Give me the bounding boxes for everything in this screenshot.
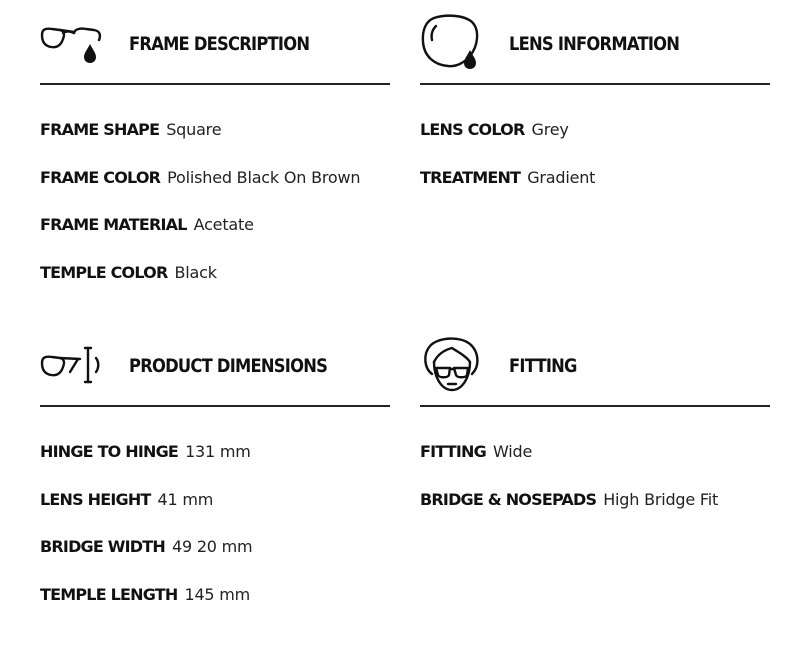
spec-row: [40, 432, 390, 480]
spec-row: [40, 253, 390, 301]
section-title: FITTING: [509, 355, 577, 377]
spec-row: [420, 110, 770, 158]
spec-value: Square: [166, 120, 222, 139]
spec-value: 41 mm: [157, 489, 214, 509]
spec-label: TREATMENT: [420, 167, 521, 187]
spec-row: [40, 205, 390, 253]
lens-information-header: [420, 0, 770, 85]
fitting-list: [420, 407, 770, 527]
spec-row: [420, 480, 770, 528]
spec-row: [420, 158, 770, 206]
spec-value: Black: [174, 262, 217, 282]
fitting-header: [420, 322, 770, 407]
face-glasses-icon: [420, 334, 484, 398]
spec-row: [40, 527, 390, 575]
spec-row: [40, 575, 390, 623]
sunglasses-drop-icon: [40, 12, 104, 76]
spec-value: Polished Black On Brown: [167, 167, 361, 187]
spec-label: FRAME COLOR: [40, 167, 161, 187]
spec-label: LENS COLOR: [420, 120, 525, 139]
spec-label: FRAME MATERIAL: [40, 215, 187, 234]
lens-information-list: [420, 85, 770, 205]
spec-value: Acetate: [193, 215, 254, 234]
spec-row: [420, 432, 770, 480]
spec-label: FITTING: [420, 442, 486, 461]
spec-value: 131 mm: [185, 442, 251, 461]
spec-value: Gradient: [527, 167, 596, 187]
spec-value: High Bridge Fit: [603, 489, 719, 509]
spec-label: BRIDGE WIDTH: [40, 537, 165, 556]
spec-value: Grey: [531, 120, 569, 139]
spec-row: [40, 480, 390, 528]
fitting-section: [420, 322, 770, 527]
spec-label: HINGE TO HINGE: [40, 442, 179, 461]
frame-description-section: [40, 0, 390, 300]
spec-label: LENS HEIGHT: [40, 489, 151, 509]
section-title: FRAME DESCRIPTION: [129, 33, 310, 55]
spec-value: Wide: [492, 442, 533, 461]
spec-label: BRIDGE & NOSEPADS: [420, 489, 597, 509]
product-dimensions-list: [40, 407, 390, 622]
frame-description-header: [40, 0, 390, 85]
product-dimensions-section: [40, 322, 390, 622]
glasses-measure-icon: [40, 334, 104, 398]
product-dimensions-header: [40, 322, 390, 407]
spec-value: 49 20 mm: [171, 537, 253, 556]
lens-information-section: [420, 0, 770, 205]
section-title: LENS INFORMATION: [509, 33, 680, 55]
spec-row: [40, 158, 390, 206]
frame-description-list: [40, 85, 390, 300]
spec-label: TEMPLE COLOR: [40, 262, 168, 282]
lens-drop-icon: [420, 12, 484, 76]
spec-label: FRAME SHAPE: [40, 120, 160, 139]
section-title: PRODUCT DIMENSIONS: [129, 355, 328, 377]
spec-value: 145 mm: [184, 584, 251, 604]
spec-label: TEMPLE LENGTH: [40, 584, 178, 604]
spec-row: [40, 110, 390, 158]
